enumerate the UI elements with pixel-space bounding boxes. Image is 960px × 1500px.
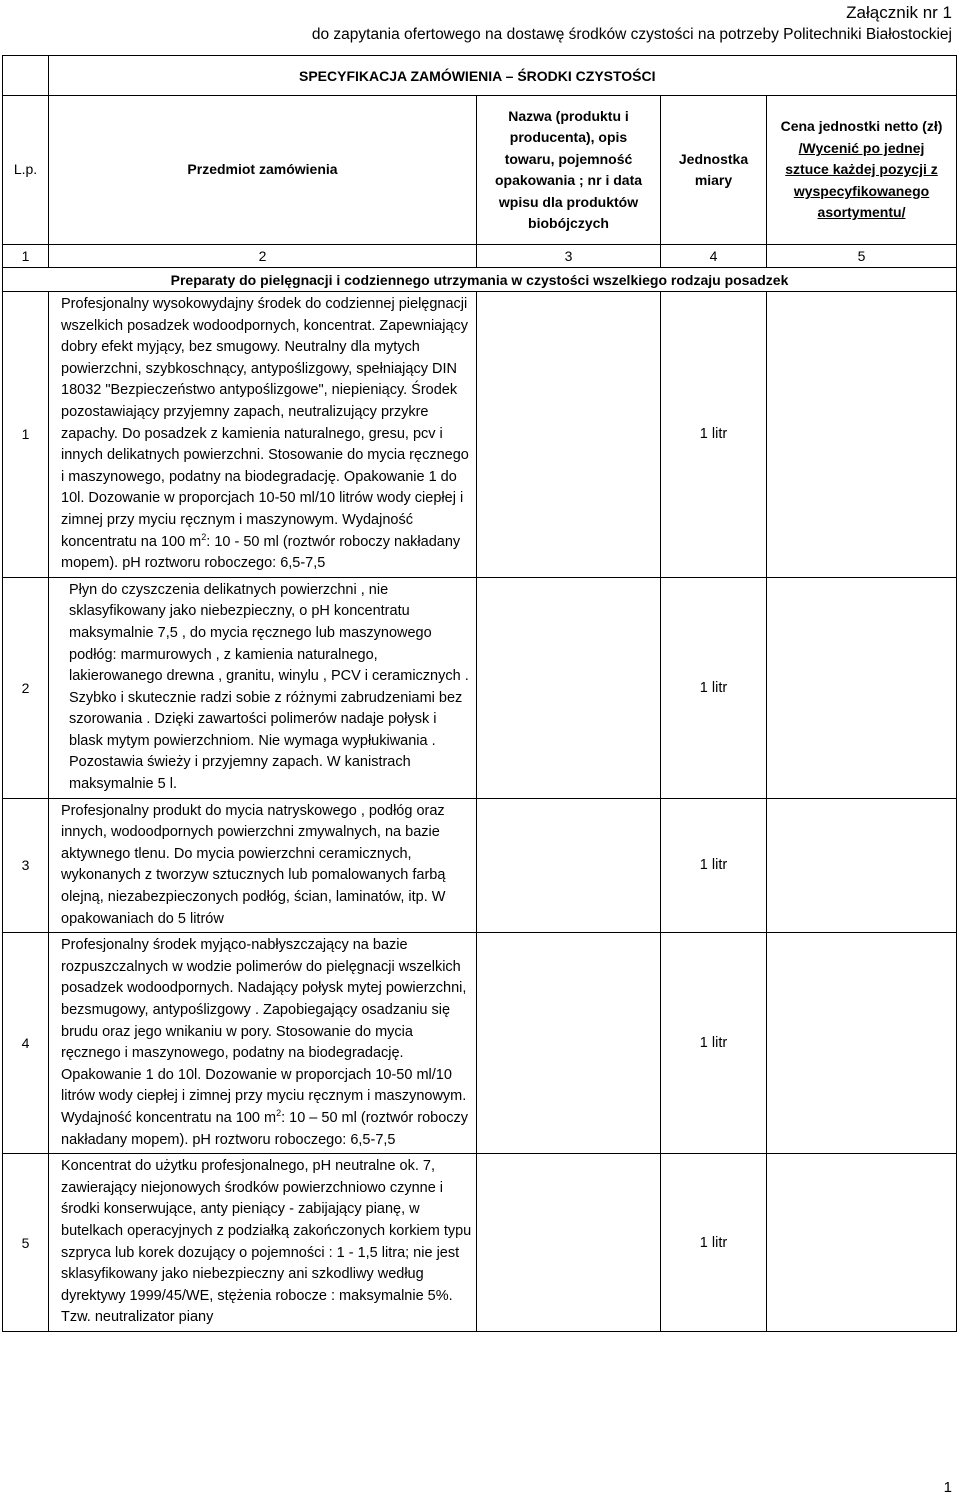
header-lp: L.p. [3, 96, 49, 245]
column-number: 3 [477, 245, 661, 268]
header-price [767, 96, 957, 245]
row-lp: 5 [3, 1154, 49, 1332]
category-heading: Preparaty do pielęgnacji i codziennego utrzymania w czystości wszelkiego rodzaju posadzek [3, 268, 957, 292]
price-cell[interactable] [767, 1154, 957, 1332]
table-row [3, 933, 957, 1154]
column-number: 5 [767, 245, 957, 268]
header-name: Nazwa (produktu i producenta), opis towaru, pojemność opakowania ; nr i data wpisu dla produktów biobójczych [477, 96, 661, 245]
row-unit: 1 litr [661, 933, 767, 1154]
table-row [3, 292, 957, 578]
column-number: 4 [661, 245, 767, 268]
page-number: 1 [943, 1479, 952, 1496]
column-number: 2 [49, 245, 477, 268]
row-lp: 1 [3, 292, 49, 578]
row-lp: 4 [3, 933, 49, 1154]
row-description: Profesjonalny produkt do mycia natryskowego , podłóg oraz innych, wodoodpornych powierzchni zmywalnych, na bazie aktywnego tlenu. Do mycia powierzchni ceramicznych, wykonanych z tworzyw sztucznych lub pomalowanych farbą olejną, niezabezpieczonych podłóg, ścian, laminatów, itp. W opakowaniach do 5 litrów [49, 798, 477, 933]
row-description: Profesjonalny wysokowydajny środek do codziennej pielęgnacji wszelkich posadzek wodoodpornych, koncentrat. Zapewniający dobry efekt myjący, bez smugowy. Neutralny dla mytych powierzchni, szybkoschnący, antypoślizgowy, spełniający DIN 18032 "Bezpieczeństwo antypoślizgowe", niepieniący. Środek pozostawiający przyjemny zapach, neutralizujący przykre zapachy. Do posadzek z kamienia naturalnego, gresu, pcv i innych delikatnych powierzchni. Stosowanie do mycia ręcznego i maszynowego, podatny na biodegradację. Opakowanie 1 do 10l. Dozowanie w proporcjach 10-50 ml/10 litrów wody ciepłej i zimnej przy myciu ręcznym i maszynowym. Wydajność koncentratu na 100 $m^2$: 10 - 50 ml (roztwór roboczy nakładany mopem). pH roztworu roboczego: 6,5-7,5 [49, 292, 477, 578]
header-price-line2: /Wycenić po jednej sztuce każdej pozycji z wyspecyfikowanego asortymentu/ [785, 139, 938, 221]
document-subtitle: do zapytania ofertowego na dostawę środków czystości na potrzeby Politechniki Białostockiej [311, 26, 952, 43]
price-cell[interactable] [767, 798, 957, 933]
row-unit: 1 litr [661, 577, 767, 798]
row-description: Koncentrat do użytku profesjonalnego, pH neutralne ok. 7, zawierający niejonowych środków powierzchniowo czynne i środki konserwujące, anty pieniący - zabijający pianę, w butelkach operacyjnych z podziałką zakończonych korkiem typu szpryca lub korek dozujący o pojemności : 1 - 1,5 litra; nie jest sklasyfikowany jako niebezpieczny ani szkodliwy według dyrektywy 1999/45/WE, stężenia robocze : maksymalnie 5%. Tzw. neutralizator piany [49, 1154, 477, 1332]
table-title: SPECYFIKACJA ZAMÓWIENIA – ŚRODKI CZYSTOŚCI [49, 56, 957, 96]
header-subject: Przedmiot zamówienia [49, 96, 477, 245]
column-number: 1 [3, 245, 49, 268]
price-cell[interactable] [767, 577, 957, 798]
attachment-label: Załącznik nr 1 [846, 3, 952, 22]
row-lp: 3 [3, 798, 49, 933]
row-description: Płyn do czyszczenia delikatnych powierzchni , nie sklasyfikowany jako niebezpieczny, o pH koncentratu maksymalnie 7,5 , do mycia ręcznego lub maszynowego podłóg: marmurowych , z kamienia naturalnego, lakierowanego drewna , granitu, winylu , PCV i ceramicznych . Szybko i skutecznie radzi sobie z różnymi zabrudzeniami bez szorowania . Dzięki zawartości polimerów nadaje połysk i blask mytym powierzchniom. Nie wymaga wypłukiwania . Pozostawia świeży i przyjemny zapach. W kanistrach maksymalnie 5 l. [49, 577, 477, 798]
row-description: Profesjonalny środek myjąco-nabłyszczający na bazie rozpuszczalnych w wodzie polimerów do pielęgnacji wszelkich posadzek wodoodpornych. Nadający połysk mytej powierzchni, bezsmugowy, antypoślizgowy . Zapobiegający osadzaniu się brudu oraz jego wnikaniu w pory. Stosowanie do mycia ręcznego i maszynowego, podatny na biodegradację. Opakowanie 1 do 10l. Dozowanie w proporcjach 10-50 ml/10 litrów wody ciepłej i zimnej przy myciu ręcznym i maszynowym. Wydajność koncentratu na 100 $m^2$: 10 – 50 ml (roztwór roboczy nakładany mopem). pH roztworu roboczego: 6,5-7,5 [49, 933, 477, 1154]
table-row [3, 1154, 957, 1332]
header-price-line1: Cena jednostki netto (zł) [780, 118, 943, 135]
row-unit: 1 litr [661, 798, 767, 933]
row-unit: 1 litr [661, 292, 767, 578]
row-lp: 2 [3, 577, 49, 798]
price-cell[interactable] [767, 933, 957, 1154]
row-unit: 1 litr [661, 1154, 767, 1332]
table-row [3, 798, 957, 933]
price-cell[interactable] [767, 292, 957, 578]
specification-table [2, 55, 957, 1332]
table-row [3, 577, 957, 798]
header-unit: Jednostka miary [661, 96, 767, 245]
